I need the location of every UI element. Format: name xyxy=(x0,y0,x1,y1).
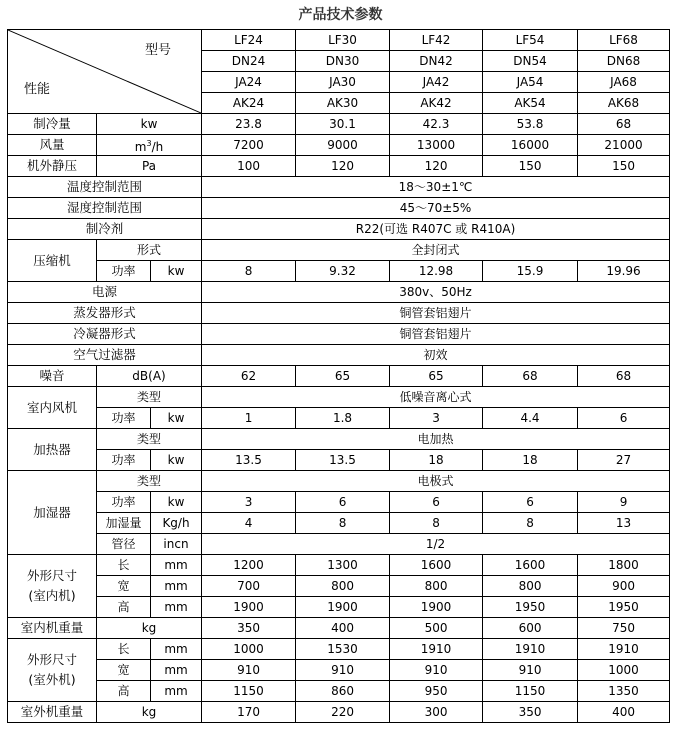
model-cell: LF68 xyxy=(578,30,670,51)
value-cell: 13.5 xyxy=(296,450,390,471)
value-cell: 12.98 xyxy=(390,261,483,282)
merged-value-cell: 铜管套铝翅片 xyxy=(202,303,670,324)
sub-label: 高 xyxy=(97,597,151,618)
value-cell: 1000 xyxy=(578,660,670,681)
value-cell: 7200 xyxy=(202,135,296,156)
value-cell: 4.4 xyxy=(483,408,578,429)
unit-cell: mm xyxy=(151,639,202,660)
model-cell: DN68 xyxy=(578,51,670,72)
merged-value-cell: 初效 xyxy=(202,345,670,366)
merged-value-cell: 低噪音离心式 xyxy=(202,387,670,408)
model-cell: LF42 xyxy=(390,30,483,51)
group-label xyxy=(8,555,97,618)
value-cell: 150 xyxy=(578,156,670,177)
value-cell: 1300 xyxy=(296,555,390,576)
value-cell: 16000 xyxy=(483,135,578,156)
row-cooling xyxy=(8,114,670,135)
unit-cell: kw xyxy=(97,114,202,135)
value-cell: 68 xyxy=(578,366,670,387)
model-cell: JA68 xyxy=(578,72,670,93)
row-label: 机外静压 xyxy=(8,156,97,177)
value-cell: 800 xyxy=(296,576,390,597)
value-cell: 62 xyxy=(202,366,296,387)
value-cell: 1.8 xyxy=(296,408,390,429)
row-air-filter xyxy=(8,345,670,366)
row-compressor-type xyxy=(8,240,670,261)
value-cell: 8 xyxy=(296,513,390,534)
value-cell: 1800 xyxy=(578,555,670,576)
model-cell: AK30 xyxy=(296,93,390,114)
value-cell: 53.8 xyxy=(483,114,578,135)
value-cell: 1950 xyxy=(483,597,578,618)
value-cell: 8 xyxy=(390,513,483,534)
unit-cell xyxy=(97,135,202,156)
value-cell: 1910 xyxy=(390,639,483,660)
row-humidity-range xyxy=(8,198,670,219)
model-cell: JA42 xyxy=(390,72,483,93)
diagonal-line xyxy=(8,30,201,113)
value-cell: 13 xyxy=(578,513,670,534)
row-humidifier-pipe xyxy=(8,534,670,555)
group-label: 室内风机 xyxy=(8,387,97,429)
row-indoor-weight xyxy=(8,618,670,639)
unit-cell: dB(A) xyxy=(97,366,202,387)
value-cell: 23.8 xyxy=(202,114,296,135)
group-label-line2: (室外机) xyxy=(28,672,76,687)
merged-value-cell: 铜管套铝翅片 xyxy=(202,324,670,345)
unit-base: m xyxy=(134,139,147,154)
row-label: 温度控制范围 xyxy=(8,177,202,198)
value-cell: 1900 xyxy=(390,597,483,618)
unit-cell: kw xyxy=(151,492,202,513)
value-cell: 65 xyxy=(390,366,483,387)
group-label: 加湿器 xyxy=(8,471,97,555)
value-cell: 18 xyxy=(390,450,483,471)
sub-label: 长 xyxy=(97,639,151,660)
row-humidifier-rate xyxy=(8,513,670,534)
sub-label: 高 xyxy=(97,681,151,702)
row-label: 噪音 xyxy=(8,366,97,387)
row-temp-range xyxy=(8,177,670,198)
sub-label: 宽 xyxy=(97,576,151,597)
value-cell: 1910 xyxy=(483,639,578,660)
value-cell: 120 xyxy=(296,156,390,177)
value-cell: 1530 xyxy=(296,639,390,660)
unit-superscript: 3 xyxy=(146,138,152,148)
sub-label: 功率 xyxy=(97,408,151,429)
value-cell: 400 xyxy=(296,618,390,639)
value-cell: 1950 xyxy=(578,597,670,618)
row-static-pressure xyxy=(8,156,670,177)
row-heater-power xyxy=(8,450,670,471)
row-indoor-height xyxy=(8,597,670,618)
value-cell: 27 xyxy=(578,450,670,471)
row-noise xyxy=(8,366,670,387)
row-humidifier-power xyxy=(8,492,670,513)
row-outdoor-weight xyxy=(8,702,670,723)
row-outdoor-height xyxy=(8,681,670,702)
row-condenser xyxy=(8,324,670,345)
value-cell: 500 xyxy=(390,618,483,639)
value-cell: 1600 xyxy=(483,555,578,576)
model-cell: LF30 xyxy=(296,30,390,51)
sub-label: 功率 xyxy=(97,492,151,513)
row-label: 风量 xyxy=(8,135,97,156)
model-cell: DN42 xyxy=(390,51,483,72)
value-cell: 910 xyxy=(483,660,578,681)
model-cell: DN30 xyxy=(296,51,390,72)
value-cell: 100 xyxy=(202,156,296,177)
unit-cell: mm xyxy=(151,681,202,702)
merged-value-cell: 45～70±5% xyxy=(202,198,670,219)
value-cell: 1350 xyxy=(578,681,670,702)
unit-cell: mm xyxy=(151,555,202,576)
model-cell: LF24 xyxy=(202,30,296,51)
value-cell: 9 xyxy=(578,492,670,513)
unit-cell: kw xyxy=(151,261,202,282)
value-cell: 6 xyxy=(578,408,670,429)
value-cell: 19.96 xyxy=(578,261,670,282)
group-label: 压缩机 xyxy=(8,240,97,282)
value-cell: 9.32 xyxy=(296,261,390,282)
value-cell: 6 xyxy=(483,492,578,513)
row-label: 制冷剂 xyxy=(8,219,202,240)
value-cell: 800 xyxy=(390,576,483,597)
unit-cell: kw xyxy=(151,408,202,429)
row-compressor-power xyxy=(8,261,670,282)
value-cell: 6 xyxy=(296,492,390,513)
merged-value-cell: 全封闭式 xyxy=(202,240,670,261)
sub-label: 宽 xyxy=(97,660,151,681)
sub-label: 功率 xyxy=(97,261,151,282)
value-cell: 1910 xyxy=(578,639,670,660)
value-cell: 910 xyxy=(202,660,296,681)
value-cell: 1150 xyxy=(483,681,578,702)
row-label: 制冷量 xyxy=(8,114,97,135)
value-cell: 150 xyxy=(483,156,578,177)
unit-cell: Kg/h xyxy=(151,513,202,534)
sub-label: 类型 xyxy=(97,471,202,492)
model-cell: AK42 xyxy=(390,93,483,114)
value-cell: 1900 xyxy=(202,597,296,618)
sub-label: 功率 xyxy=(97,450,151,471)
sub-label: 类型 xyxy=(97,429,202,450)
value-cell: 68 xyxy=(483,366,578,387)
value-cell: 1 xyxy=(202,408,296,429)
row-airflow xyxy=(8,135,670,156)
model-cell: DN24 xyxy=(202,51,296,72)
unit-cell: kg xyxy=(97,618,202,639)
value-cell: 1000 xyxy=(202,639,296,660)
group-label-line1: 外形尺寸 xyxy=(26,652,77,667)
group-label xyxy=(8,639,97,702)
row-outdoor-length xyxy=(8,639,670,660)
unit-cell: mm xyxy=(151,597,202,618)
model-label: 型号 xyxy=(145,43,172,58)
value-cell: 6 xyxy=(390,492,483,513)
page-title: 产品技术参数 xyxy=(298,7,383,23)
value-cell: 1600 xyxy=(390,555,483,576)
model-cell: AK54 xyxy=(483,93,578,114)
row-indoor-length xyxy=(8,555,670,576)
value-cell: 220 xyxy=(296,702,390,723)
merged-value-cell: 电加热 xyxy=(202,429,670,450)
model-cell: JA54 xyxy=(483,72,578,93)
row-label: 室内机重量 xyxy=(8,618,97,639)
unit-cell: kw xyxy=(151,450,202,471)
performance-label: 性能 xyxy=(24,82,51,97)
group-label-line1: 外形尺寸 xyxy=(26,568,77,583)
row-evaporator xyxy=(8,303,670,324)
value-cell: 750 xyxy=(578,618,670,639)
model-cell: AK24 xyxy=(202,93,296,114)
merged-value-cell: R22(可选 R407C 或 R410A) xyxy=(202,219,670,240)
row-indoor-width xyxy=(8,576,670,597)
value-cell: 1150 xyxy=(202,681,296,702)
unit-tail: /h xyxy=(151,139,164,154)
sub-label: 管径 xyxy=(97,534,151,555)
row-humidifier-type xyxy=(8,471,670,492)
value-cell: 400 xyxy=(578,702,670,723)
value-cell: 910 xyxy=(296,660,390,681)
value-cell: 910 xyxy=(390,660,483,681)
merged-value-cell: 电极式 xyxy=(202,471,670,492)
value-cell: 1900 xyxy=(296,597,390,618)
row-label: 电源 xyxy=(8,282,202,303)
sub-label: 类型 xyxy=(97,387,202,408)
row-label: 冷凝器形式 xyxy=(8,324,202,345)
value-cell: 700 xyxy=(202,576,296,597)
value-cell: 13000 xyxy=(390,135,483,156)
header-row xyxy=(8,30,670,51)
value-cell: 13.5 xyxy=(202,450,296,471)
sub-label: 长 xyxy=(97,555,151,576)
row-indoor-fan-power xyxy=(8,408,670,429)
row-indoor-fan-type xyxy=(8,387,670,408)
value-cell: 9000 xyxy=(296,135,390,156)
value-cell: 21000 xyxy=(578,135,670,156)
sub-label: 形式 xyxy=(97,240,202,261)
group-label-line2: (室内机) xyxy=(28,588,76,603)
model-cell: DN54 xyxy=(483,51,578,72)
value-cell: 8 xyxy=(202,261,296,282)
value-cell: 120 xyxy=(390,156,483,177)
value-cell: 4 xyxy=(202,513,296,534)
value-cell: 950 xyxy=(390,681,483,702)
spec-table xyxy=(7,29,670,723)
unit-cell: mm xyxy=(151,660,202,681)
row-label: 室外机重量 xyxy=(8,702,97,723)
value-cell: 42.3 xyxy=(390,114,483,135)
value-cell: 900 xyxy=(578,576,670,597)
value-cell: 30.1 xyxy=(296,114,390,135)
value-cell: 65 xyxy=(296,366,390,387)
merged-value-cell: 380v、50Hz xyxy=(202,282,670,303)
value-cell: 350 xyxy=(483,702,578,723)
model-cell: JA30 xyxy=(296,72,390,93)
value-cell: 68 xyxy=(578,114,670,135)
unit-cell: Pa xyxy=(97,156,202,177)
value-cell: 1200 xyxy=(202,555,296,576)
row-heater-type xyxy=(8,429,670,450)
row-outdoor-width xyxy=(8,660,670,681)
unit-cell: kg xyxy=(97,702,202,723)
value-cell: 3 xyxy=(390,408,483,429)
unit-cell: mm xyxy=(151,576,202,597)
value-cell: 8 xyxy=(483,513,578,534)
unit-cell: incn xyxy=(151,534,202,555)
merged-value-cell: 1/2 xyxy=(202,534,670,555)
model-cell: LF54 xyxy=(483,30,578,51)
group-label: 加热器 xyxy=(8,429,97,471)
value-cell: 3 xyxy=(202,492,296,513)
sub-label: 加湿量 xyxy=(97,513,151,534)
value-cell: 800 xyxy=(483,576,578,597)
value-cell: 170 xyxy=(202,702,296,723)
merged-value-cell: 18～30±1℃ xyxy=(202,177,670,198)
value-cell: 600 xyxy=(483,618,578,639)
value-cell: 300 xyxy=(390,702,483,723)
row-label: 蒸发器形式 xyxy=(8,303,202,324)
value-cell: 860 xyxy=(296,681,390,702)
row-label: 湿度控制范围 xyxy=(8,198,202,219)
value-cell: 350 xyxy=(202,618,296,639)
row-power-supply xyxy=(8,282,670,303)
model-cell: JA24 xyxy=(202,72,296,93)
row-refrigerant xyxy=(8,219,670,240)
row-label: 空气过滤器 xyxy=(8,345,202,366)
value-cell: 18 xyxy=(483,450,578,471)
value-cell: 15.9 xyxy=(483,261,578,282)
model-cell: AK68 xyxy=(578,93,670,114)
diagonal-header-cell xyxy=(8,30,202,114)
